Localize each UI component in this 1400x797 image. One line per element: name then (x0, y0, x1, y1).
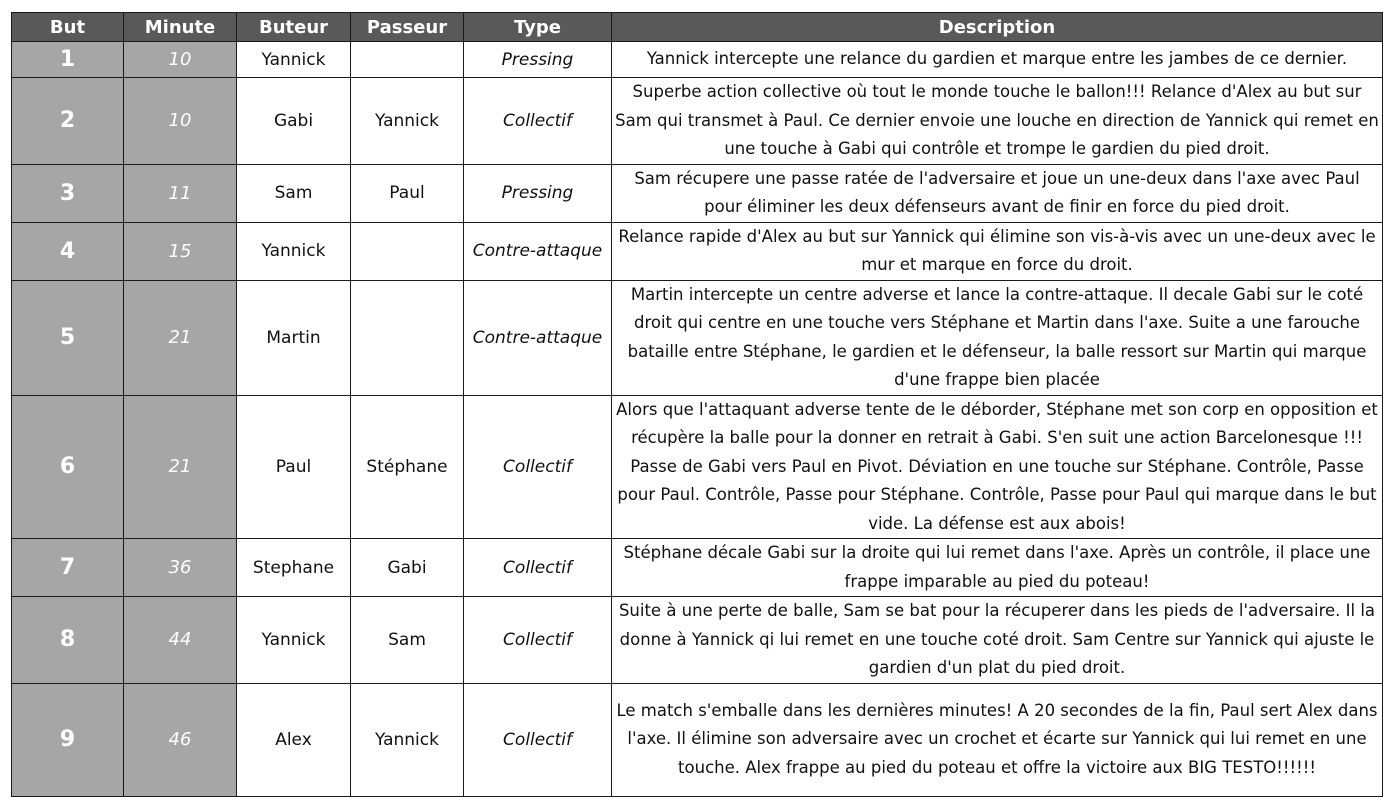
table-row (12, 222, 1383, 280)
cell-minute: 10 (124, 42, 237, 78)
cell-but: 2 (12, 78, 124, 165)
cell-description: Relance rapide d'Alex au but sur Yannick qui élimine son vis-à-vis avec un une-deux avec le mur et marque en force du droit. (612, 222, 1383, 280)
header-row (12, 13, 1383, 42)
cell-minute: 44 (124, 597, 237, 684)
cell-buteur: Sam (237, 164, 351, 222)
cell-description: Stéphane décale Gabi sur la droite qui lui remet dans l'axe. Après un contrôle, il place une frappe imparable au pied du poteau! (612, 539, 1383, 597)
cell-but: 6 (12, 395, 124, 539)
cell-type: Collectif (464, 539, 612, 597)
cell-type: Collectif (464, 395, 612, 539)
header-buteur: Buteur (237, 13, 351, 42)
cell-minute: 36 (124, 539, 237, 597)
header-passeur: Passeur (351, 13, 464, 42)
table-row (12, 539, 1383, 597)
cell-passeur: Stéphane (351, 395, 464, 539)
cell-description: Le match s'emballe dans les dernières minutes! A 20 secondes de la fin, Paul sert Alex dans l'axe. Il élimine son adversaire avec un crochet et écarte sur Yannick qui lui remet en une touche. Alex frappe au pied du poteau et offre la victoire aux BIG TESTO!!!!!! (612, 683, 1383, 796)
header-but: But (12, 13, 124, 42)
cell-passeur: Sam (351, 597, 464, 684)
cell-buteur: Gabi (237, 78, 351, 165)
header-type: Type (464, 13, 612, 42)
cell-but: 7 (12, 539, 124, 597)
cell-minute: 21 (124, 395, 237, 539)
header-minute: Minute (124, 13, 237, 42)
cell-buteur: Paul (237, 395, 351, 539)
cell-buteur: Yannick (237, 42, 351, 78)
cell-passeur (351, 280, 464, 395)
table-row (12, 78, 1383, 165)
cell-description: Yannick intercepte une relance du gardien et marque entre les jambes de ce dernier. (612, 42, 1383, 78)
cell-type: Collectif (464, 78, 612, 165)
cell-passeur (351, 42, 464, 78)
cell-passeur: Yannick (351, 78, 464, 165)
cell-buteur: Alex (237, 683, 351, 796)
cell-description: Alors que l'attaquant adverse tente de le déborder, Stéphane met son corp en opposition et récupère la balle pour la donner en retrait à Gabi. S'en suit une action Barcelonesque !!! Passe de Gabi vers Paul en Pivot. Déviation en une touche sur Stéphane. Contrôle, Passe pour Paul. Contrôle, Passe pour Stéphane. Contrôle, Passe pour Paul qui marque dans le but vide. La défense est aux abois! (612, 395, 1383, 539)
cell-buteur: Yannick (237, 597, 351, 684)
cell-but: 4 (12, 222, 124, 280)
table-row (12, 280, 1383, 395)
cell-type: Pressing (464, 164, 612, 222)
cell-type: Contre-attaque (464, 222, 612, 280)
cell-but: 8 (12, 597, 124, 684)
cell-minute: 46 (124, 683, 237, 796)
table-row (12, 164, 1383, 222)
cell-minute: 10 (124, 78, 237, 165)
cell-type: Collectif (464, 683, 612, 796)
cell-minute: 15 (124, 222, 237, 280)
cell-type: Contre-attaque (464, 280, 612, 395)
cell-description: Suite à une perte de balle, Sam se bat pour la récuperer dans les pieds de l'adversaire. Il la donne à Yannick qi lui remet en une touche coté droit. Sam Centre sur Yannick qui ajuste le gardien d'un plat du pied droit. (612, 597, 1383, 684)
cell-but: 3 (12, 164, 124, 222)
cell-passeur: Yannick (351, 683, 464, 796)
cell-description: Sam récupere une passe ratée de l'adversaire et joue un une-deux dans l'axe avec Paul pour éliminer les deux défenseurs avant de finir en force du pied droit. (612, 164, 1383, 222)
cell-passeur: Paul (351, 164, 464, 222)
cell-buteur: Yannick (237, 222, 351, 280)
cell-buteur: Stephane (237, 539, 351, 597)
cell-but: 1 (12, 42, 124, 78)
cell-passeur: Gabi (351, 539, 464, 597)
table-row (12, 597, 1383, 684)
goals-table (11, 12, 1383, 797)
table-row (12, 395, 1383, 539)
cell-description: Superbe action collective où tout le monde touche le ballon!!! Relance d'Alex au but sur Sam qui transmet à Paul. Ce dernier envoie une louche en direction de Yannick qui remet en une touche à Gabi qui contrôle et trompe le gardien du pied droit. (612, 78, 1383, 165)
header-description: Description (612, 13, 1383, 42)
cell-type: Pressing (464, 42, 612, 78)
cell-but: 9 (12, 683, 124, 796)
cell-buteur: Martin (237, 280, 351, 395)
cell-type: Collectif (464, 597, 612, 684)
cell-minute: 11 (124, 164, 237, 222)
cell-minute: 21 (124, 280, 237, 395)
cell-passeur (351, 222, 464, 280)
cell-description: Martin intercepte un centre adverse et lance la contre-attaque. Il decale Gabi sur le coté droit qui centre en une touche vers Stéphane et Martin dans l'axe. Suite a une farouche bataille entre Stéphane, le gardien et le défenseur, la balle ressort sur Martin qui marque d'une frappe bien placée (612, 280, 1383, 395)
table-row (12, 683, 1383, 796)
cell-but: 5 (12, 280, 124, 395)
table-row (12, 42, 1383, 78)
